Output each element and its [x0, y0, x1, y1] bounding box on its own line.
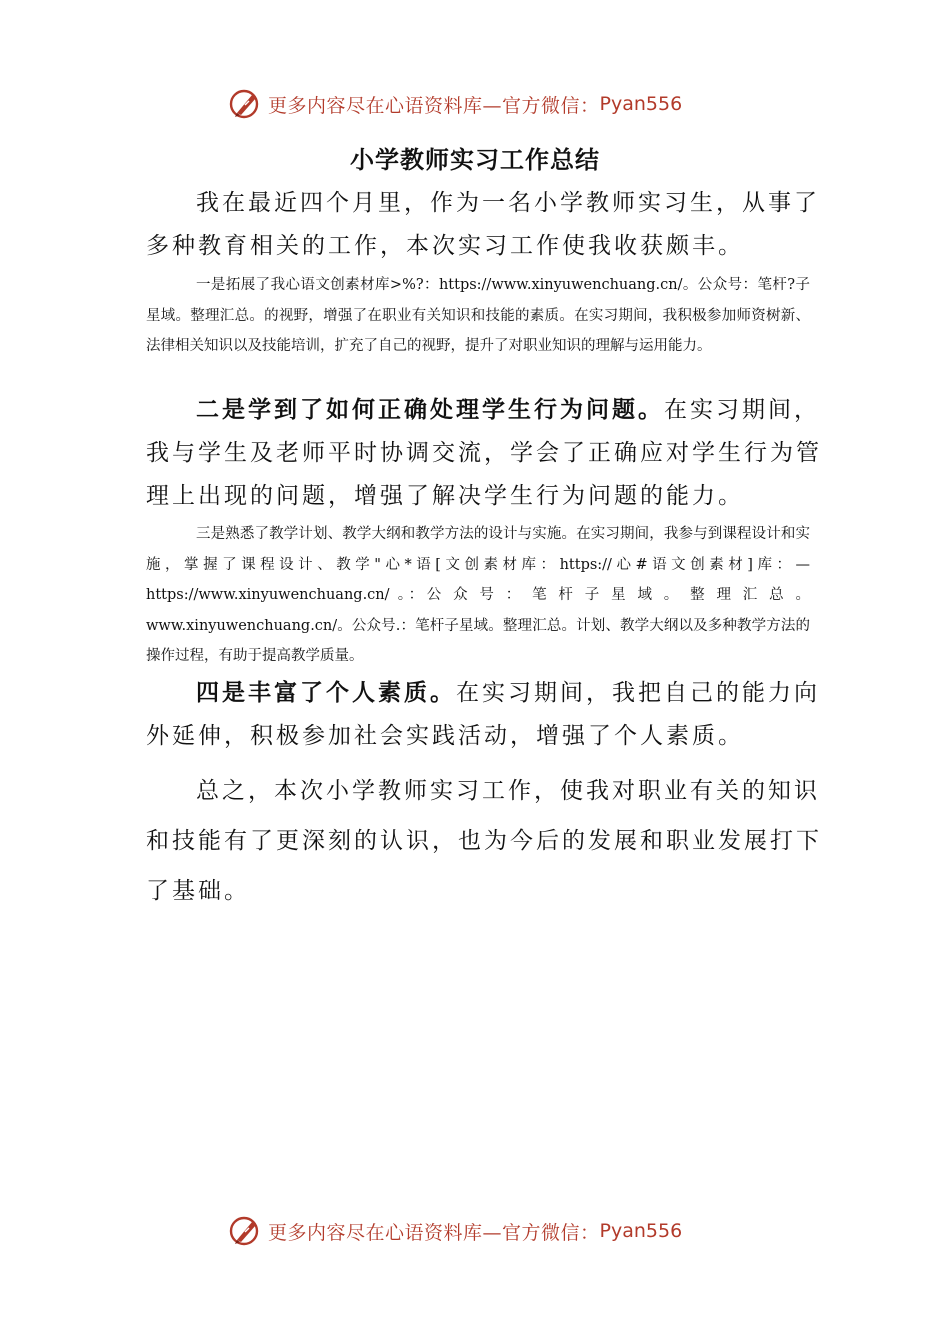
header-brand-text: 更多内容尽在心语资料库—官方微信： — [268, 94, 600, 117]
header-watermark — [228, 84, 748, 124]
paragraph-point-two — [146, 388, 826, 518]
point-two-body: 在实习期间，我与学生及老师平时协调交流，学会了正确应对学生行为管理上出现的问题，增强了解决学生行为问题的能力。 — [146, 397, 822, 509]
footer-watermark — [228, 1211, 748, 1251]
paragraph-conclusion: 总之，本次小学教师实习工作，使我对职业有关的知识和技能有了更深刻的认识，也为今后的发展和职业发展打下了基础。 — [146, 778, 822, 904]
paragraph-point-one: 一是拓展了我心语文创素材库>%?：https://www.xinyuwenchuang.cn/。公众号：笔杆?子星域。整理汇总。的视野，增强了在职业有关知识和技能的素质。在实习期间，我积极参加师资树新、法律相关知识以及技能培训，扩充了自己的视野，提升了对职业知识的理解与运用能力。 — [146, 277, 810, 354]
footer-brand-handle: Pyan556 — [599, 1220, 683, 1242]
paragraph-intro: 我在最近四个月里，作为一名小学教师实习生，从事了多种教育相关的工作，本次实习工作使我收获颇丰。 — [146, 190, 820, 259]
paragraph-point-three: 三是熟悉了教学计划、教学大纲和教学方法的设计与实施。在实习期间，我参与到课程设计和实施，掌握了课程设计、教学"心*语[文创素材库：https://心#语文创素材]库：— https://www.xinyuwenchuang.cn/ 。：公 众 号 ： 笔 杆 子 星 域 。 整 理 汇 总 。www.xinyuwenchuang.cn/。公众号.：笔杆子星域。整理汇总。计划、教学大纲以及多种教学方法的操作过程，有助于提高教学质量。 — [146, 526, 810, 664]
point-four-heading: 四是丰富了个人素质。 — [196, 679, 456, 706]
document-title: 小学教师实习工作总结 — [350, 145, 600, 174]
point-two-heading: 二是学到了如何正确处理学生行为问题。 — [196, 396, 664, 423]
footer-brand-text: 更多内容尽在心语资料库—官方微信： — [268, 1221, 600, 1244]
header-brand-handle: Pyan556 — [599, 93, 683, 115]
paragraph-point-four — [146, 671, 826, 758]
pen-nib-logo-icon — [228, 87, 262, 121]
pen-nib-logo-icon — [228, 1214, 262, 1248]
point-four-body: 在实习期间，我把自己的能力向外延伸，积极参加社会实践活动，增强了个人素质。 — [146, 680, 820, 749]
